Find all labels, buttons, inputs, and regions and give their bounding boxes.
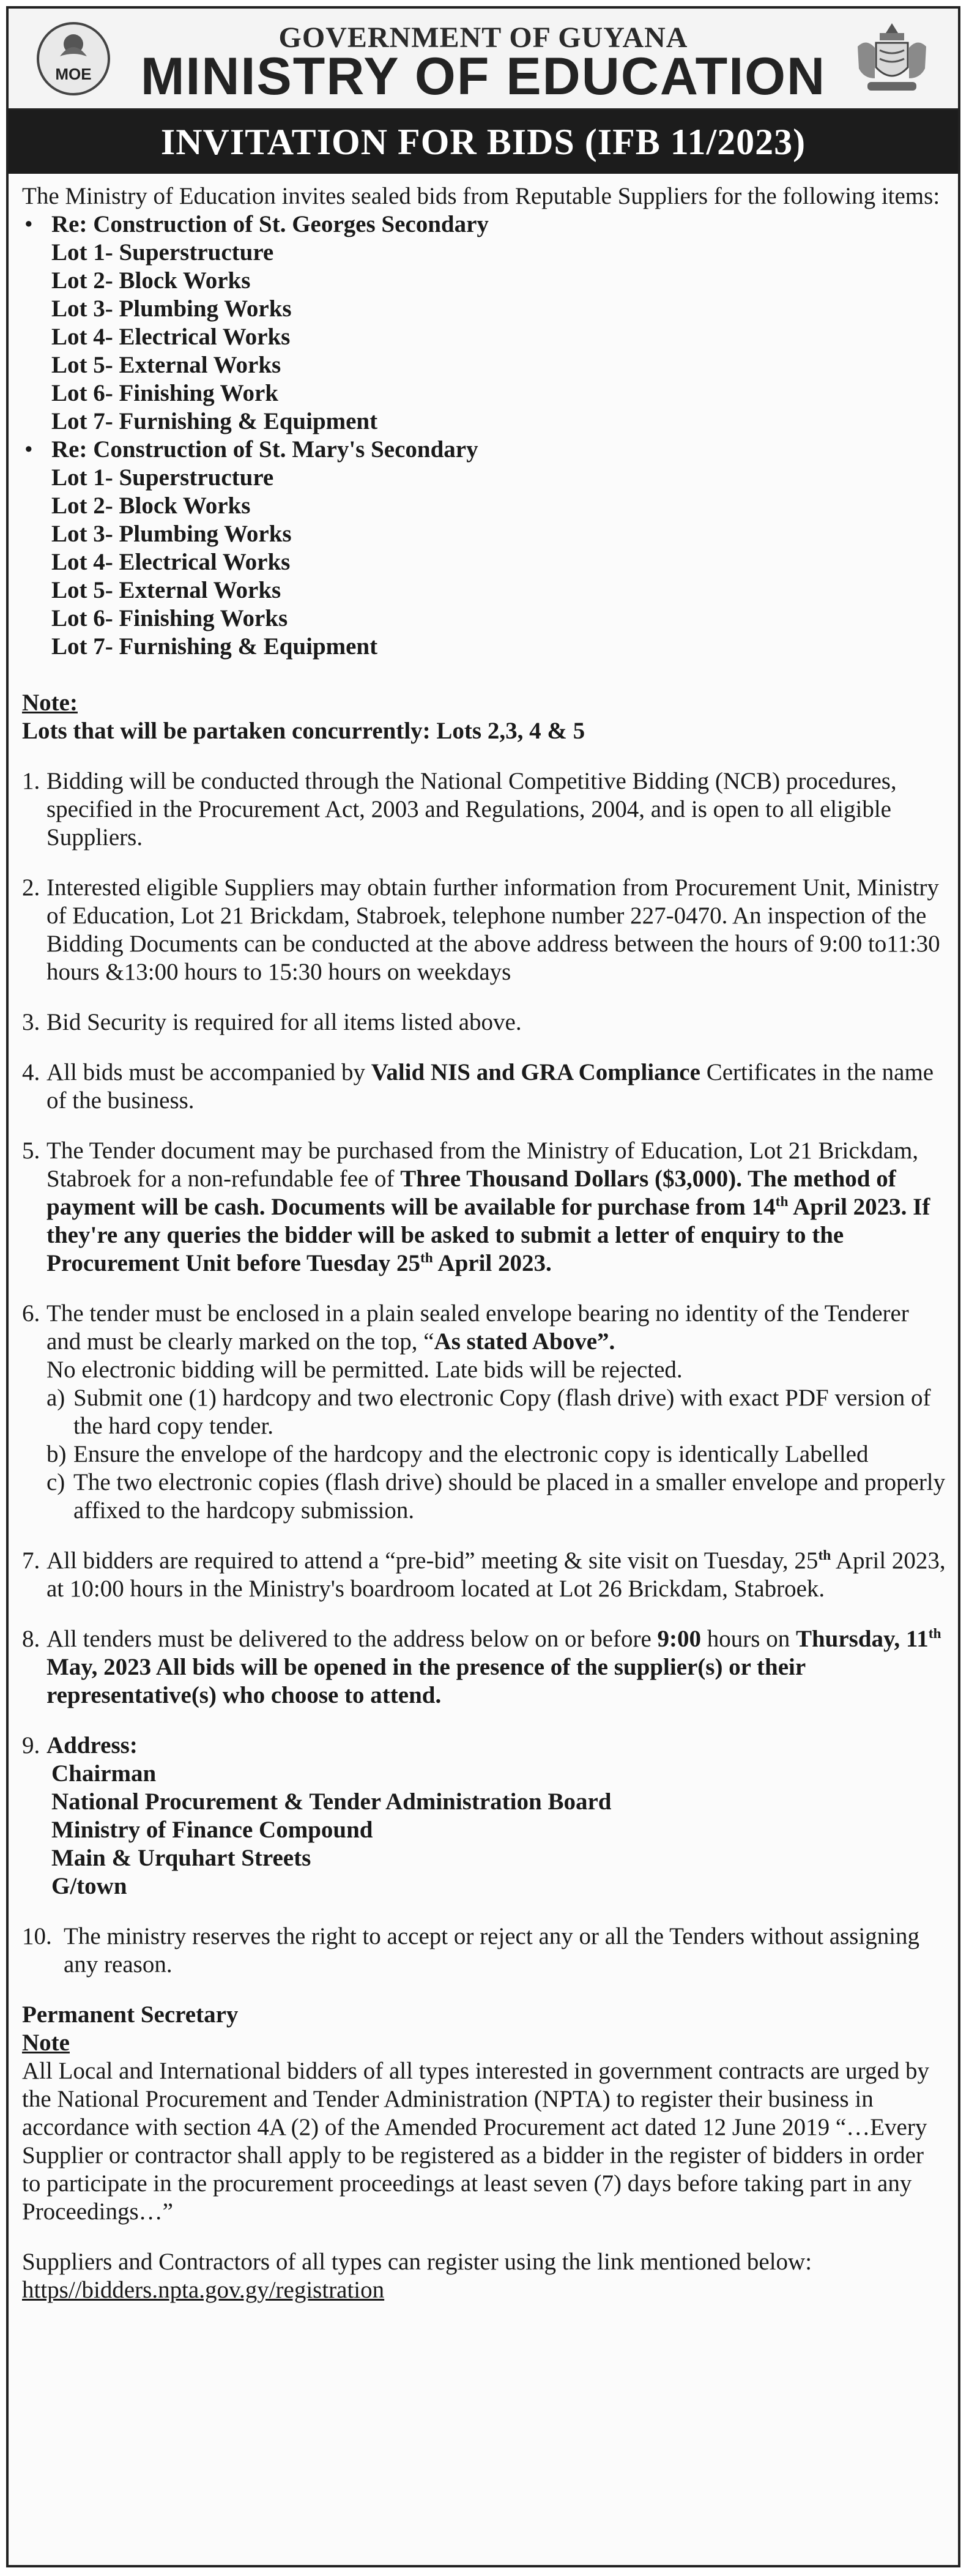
address-line: Chairman <box>51 1760 157 1787</box>
clause-number: 3. <box>22 1009 40 1035</box>
clause-8 <box>22 1625 948 1710</box>
clause-6-sub-b <box>22 1440 948 1469</box>
lot-item: Lot 7- Furnishing & Equipment <box>51 408 378 434</box>
clause-number: 2. <box>22 874 40 901</box>
advertisement-body <box>22 182 948 2304</box>
sub-label: a) <box>46 1385 65 1411</box>
clause-number: 10. <box>22 1923 52 1949</box>
clause-emphasis: Thursday, 11 <box>795 1626 929 1652</box>
clause-text: The tender must be enclosed in a plain sealed envelope bearing no identity of the Tenderer and must be clearly marked on the top, “ <box>46 1300 909 1355</box>
clause-number: 4. <box>22 1059 40 1085</box>
footer-note-heading: Note <box>22 2030 70 2056</box>
sub-text: The two electronic copies (flash drive) should be placed in a smaller envelope and properly affixed to the hardcopy submission. <box>73 1469 946 1524</box>
clause-6 <box>22 1300 948 1384</box>
intro-text: The Ministry of Education invites sealed bids from Reputable Suppliers for the following items: <box>22 183 940 209</box>
ministry-title: MINISTRY OF EDUCATION <box>140 47 826 106</box>
clause-4 <box>22 1059 948 1115</box>
clause-emphasis: April 2023. If they're any queries the bidder will be asked to submit a letter of enquiry to the Procurement Unit before Tuesday 25 <box>46 1194 930 1276</box>
clause-text: All bidders are required to attend a “pre-bid” meeting & site visit on Tuesday, 25 <box>46 1547 819 1574</box>
clause-text: Bidding will be conducted through the National Competitive Bidding (NCB) procedures, specified in the Procurement Act, 2003 and Regulations, 2004, and is open to all eligible Suppliers. <box>46 768 897 851</box>
government-title: GOVERNMENT OF GUYANA <box>278 21 688 54</box>
lots-list <box>51 464 948 661</box>
address-line: G/town <box>51 1873 127 1899</box>
clause-text: hours on <box>701 1626 796 1652</box>
clause-text: All bids must be accompanied by <box>46 1059 371 1085</box>
clause-text: Bid Security is required for all items listed above. <box>46 1009 522 1035</box>
lot-item: Lot 2- Block Works <box>51 267 251 294</box>
item-title: Re: Construction of St. Mary's Secondary <box>51 436 478 463</box>
lot-item: Lot 4- Electrical Works <box>51 549 291 575</box>
clause-text: The Tender document may be purchased from the Ministry of Education, Lot 21 Brickdam, Stabroek for a non-refundable fee of <box>46 1137 919 1192</box>
clause-text: Certificates in the name of the business. <box>46 1059 934 1114</box>
bullet-icon: • <box>24 436 33 463</box>
clause-text: All tenders must be delivered to the address below on or before <box>46 1626 658 1652</box>
clause-text: No electronic bidding will be permitted. Late bids will be rejected. <box>46 1357 683 1383</box>
register-text <box>22 2248 948 2304</box>
registration-link[interactable]: https//bidders.npta.gov.gy/registration <box>22 2277 385 2303</box>
ordinal-suffix: th <box>775 1194 789 1210</box>
lot-item: Lot 7- Furnishing & Equipment <box>51 633 378 660</box>
lot-item: Lot 4- Electrical Works <box>51 324 291 350</box>
lots-list <box>51 239 948 436</box>
lot-item: Lot 5- External Works <box>51 352 281 378</box>
address-label: Address: <box>46 1732 138 1759</box>
lot-item: Lot 6- Finishing Work <box>51 380 278 406</box>
clause-6-sub-a <box>22 1384 948 1440</box>
lot-item: Lot 5- External Works <box>51 577 281 603</box>
advertisement-frame <box>6 6 960 2567</box>
ordinal-suffix: th <box>818 1547 831 1563</box>
item-st-marys <box>22 436 948 661</box>
clause-5 <box>22 1137 948 1278</box>
ordinal-suffix: th <box>420 1250 433 1266</box>
clause-number: 6. <box>22 1300 40 1327</box>
header <box>9 9 958 110</box>
signatory: Permanent Secretary <box>22 2001 239 2028</box>
sub-text: Submit one (1) hardcopy and two electronic Copy (flash drive) with exact PDF version of the hard copy tender. <box>73 1385 931 1439</box>
clause-10 <box>22 1923 948 1979</box>
clause-emphasis: As stated Above”. <box>434 1328 615 1355</box>
clause-9 <box>22 1732 948 1760</box>
clause-emphasis: 9:00 <box>657 1626 702 1652</box>
ifb-banner: INVITATION FOR BIDS (IFB 11/2023) <box>9 110 958 174</box>
coat-of-arms-icon <box>853 20 931 98</box>
footer-note-text: All Local and International bidders of all types interested in government contracts are urged by the National Procurement and Tender Administration (NPTA) to register their business in accordance with section 4A (2) of the Amended Procurement act dated 12 June 2019 “…Every Supplier or contractor shall apply to be registered as a bidder in the register of bidders in order to participate in the procurement proceedings at least seven (7) days before taking part in any Proceedings…” <box>22 2058 929 2225</box>
lot-item: Lot 2- Block Works <box>51 493 251 519</box>
clause-3 <box>22 1008 948 1037</box>
clause-text: April 2023, at 10:00 hours in the Ministry's boardroom located at Lot 26 Brickdam, Stabroek. <box>46 1547 946 1602</box>
items-list <box>22 210 948 661</box>
sub-label: c) <box>46 1469 65 1495</box>
clause-number: 8. <box>22 1626 40 1652</box>
clause-emphasis: April 2023. <box>433 1250 552 1276</box>
clause-1 <box>22 767 948 852</box>
logo-text: MOE <box>55 65 92 83</box>
clause-7 <box>22 1547 948 1603</box>
bullet-icon: • <box>24 211 33 237</box>
sub-label: b) <box>46 1441 67 1467</box>
address-line: Ministry of Finance Compound <box>51 1817 373 1843</box>
clause-number: 9. <box>22 1732 40 1759</box>
sub-text: Ensure the envelope of the hardcopy and the electronic copy is identically Labelled <box>73 1441 869 1467</box>
clause-2 <box>22 874 948 986</box>
item-title: Re: Construction of St. Georges Secondary <box>51 211 489 237</box>
lot-item: Lot 1- Superstructure <box>51 239 274 266</box>
clause-emphasis: Three Thousand Dollars ($3,000). The method of payment will be cash. Documents will be available for purchase from 14 <box>46 1166 896 1220</box>
clause-emphasis: May, 2023 All bids will be opened in the presence of the supplier(s) or their representative(s) who choose to attend. <box>46 1654 806 1708</box>
clause-emphasis: Valid NIS and GRA Compliance <box>371 1059 700 1085</box>
clause-number: 5. <box>22 1137 40 1164</box>
clause-text: The ministry reserves the right to accept or reject any or all the Tenders without assigning any reason. <box>64 1923 920 1978</box>
note-heading: Note: <box>22 690 78 716</box>
lot-item: Lot 1- Superstructure <box>51 464 274 491</box>
note-text: Lots that will be partaken concurrently: Lots 2,3, 4 & 5 <box>22 718 585 744</box>
register-prompt: Suppliers and Contractors of all types can register using the link mentioned below: <box>22 2249 812 2275</box>
address-line: Main & Urquhart Streets <box>51 1845 311 1871</box>
clause-6-sub-c <box>22 1469 948 1525</box>
lot-item: Lot 6- Finishing Works <box>51 605 288 631</box>
lot-item: Lot 3- Plumbing Works <box>51 296 292 322</box>
address-line: National Procurement & Tender Administration Board <box>51 1789 612 1815</box>
clause-text: Interested eligible Suppliers may obtain further information from Procurement Unit, Ministry of Education, Lot 21 Brickdam, Stabroek, telephone number 227-0470. An inspection of the Bidding Documents can be conducted at the above address between the hours of 9:00 to11:30 hours &13:00 hours to 15:30 hours on weekdays <box>46 874 940 985</box>
item-st-georges <box>22 210 948 436</box>
address-block <box>22 1760 948 1900</box>
lot-item: Lot 3- Plumbing Works <box>51 521 292 547</box>
ordinal-suffix: th <box>928 1626 941 1642</box>
clause-number: 7. <box>22 1547 40 1574</box>
clause-number: 1. <box>22 768 40 794</box>
